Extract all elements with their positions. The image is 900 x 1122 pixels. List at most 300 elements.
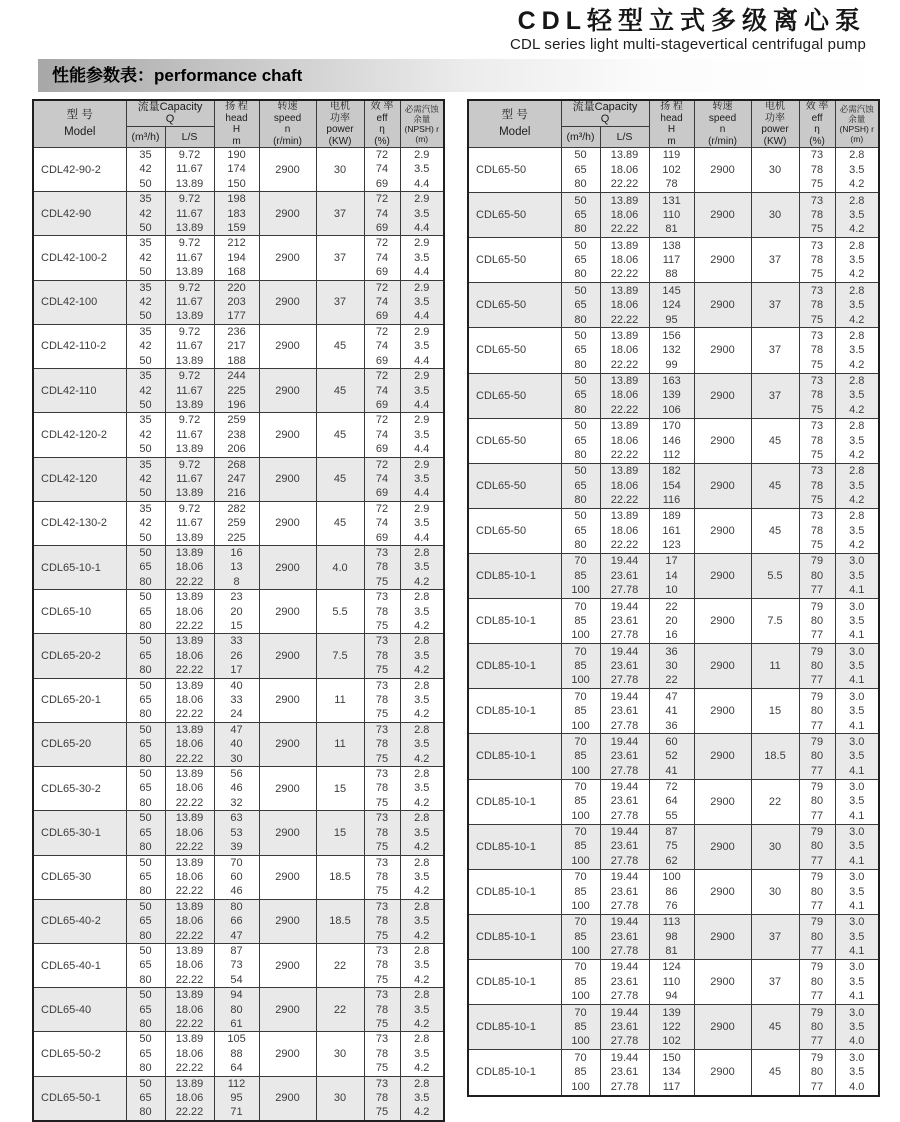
- cell-line: 65: [574, 344, 587, 357]
- cell-line: 2.8: [414, 768, 430, 781]
- speed-cell: 2900: [694, 599, 751, 644]
- cell-line: 4.2: [414, 664, 430, 677]
- eff-cell: [799, 689, 835, 734]
- header-line: (KW): [763, 135, 787, 147]
- cell-line: 3.0: [849, 555, 865, 568]
- cell-line: 73: [375, 723, 389, 736]
- cell-line: 259: [227, 517, 246, 530]
- table-header-left: [33, 100, 444, 148]
- cell-line: 50: [139, 856, 152, 869]
- cell-line: 19.44: [610, 600, 639, 613]
- power-cell: 30: [316, 1032, 364, 1076]
- cell-line: 65: [574, 254, 587, 267]
- speed-cell: 2900: [259, 678, 316, 722]
- eff-cell: [799, 373, 835, 418]
- cell-line: 69: [375, 487, 389, 500]
- cell-line: 65: [139, 915, 152, 928]
- cell-line: 30: [230, 752, 243, 765]
- cell-line: 77: [810, 629, 824, 642]
- cell-line: 3.5: [414, 384, 430, 397]
- cell-line: 3.0: [849, 645, 865, 658]
- power-cell: 37: [751, 914, 799, 959]
- cell-line: 161: [662, 524, 681, 537]
- npsh-cell: [835, 148, 879, 193]
- cell-line: 3.0: [849, 871, 865, 884]
- cell-line: 23.61: [610, 975, 639, 988]
- cell-line: 27.78: [610, 764, 639, 777]
- cell-line: 19.44: [610, 871, 639, 884]
- cell-line: 13.89: [175, 900, 204, 913]
- cell-line: 11.67: [176, 251, 203, 264]
- cell-line: 19.44: [610, 735, 639, 748]
- cell-line: 138: [662, 239, 681, 252]
- npsh-cell: [400, 324, 444, 368]
- cell-line: 18.06: [610, 479, 639, 492]
- page-title-en: CDL series light multi-stagevertical centrifugal pump: [509, 36, 866, 53]
- cell-line: 4.2: [849, 178, 865, 191]
- eff-cell: [364, 899, 400, 943]
- cell-line: 13.89: [610, 329, 639, 342]
- cell-line: 80: [574, 403, 587, 416]
- cell-line: 35: [139, 370, 152, 383]
- speed-cell: 2900: [259, 457, 316, 501]
- cell-line: 225: [227, 531, 246, 544]
- cell-line: 33: [230, 694, 243, 707]
- cell-line: 80: [574, 539, 587, 552]
- cell-line: 52: [665, 750, 678, 763]
- table-row: [33, 722, 444, 766]
- col-header-capacity-ls: L/S: [600, 126, 649, 147]
- cell-line: 80: [139, 973, 152, 986]
- cell-line: 50: [574, 510, 587, 523]
- speed-cell: 2900: [694, 869, 751, 914]
- cell-line: 80: [230, 1003, 243, 1016]
- cell-line: 42: [139, 296, 152, 309]
- flow-cell: [126, 811, 165, 855]
- cell-line: 3.5: [414, 738, 430, 751]
- eff-cell: [799, 328, 835, 373]
- cell-line: 73: [375, 679, 389, 692]
- head-cell: [649, 1005, 694, 1050]
- cell-line: 13.89: [610, 420, 639, 433]
- cell-line: 79: [810, 1051, 824, 1064]
- cell-line: 73: [375, 1077, 389, 1090]
- cell-line: 95: [230, 1092, 243, 1104]
- eff-cell: [364, 236, 400, 280]
- cell-line: 22.22: [610, 268, 639, 281]
- table-row: [468, 599, 879, 644]
- npsh-cell: [400, 943, 444, 987]
- cell-line: 2.8: [414, 989, 430, 1002]
- cell-line: 238: [227, 428, 246, 441]
- power-cell: 37: [316, 280, 364, 324]
- cell-line: 73: [375, 768, 389, 781]
- cell-line: 3.0: [849, 600, 865, 613]
- speed-cell: 2900: [694, 1005, 751, 1050]
- header-line: 流量Capacity: [572, 101, 638, 114]
- eff-cell: [364, 148, 400, 192]
- cell-line: 87: [230, 944, 243, 957]
- model-cell: CDL85-10-1: [468, 553, 561, 598]
- cell-line: 65: [574, 163, 587, 176]
- head-cell: [649, 148, 694, 193]
- table-row: [468, 644, 879, 689]
- cell-line: 4.2: [414, 796, 430, 809]
- ls-cell: [165, 1032, 214, 1076]
- cell-line: 80: [574, 313, 587, 326]
- header-line: m: [232, 135, 241, 147]
- cell-line: 4.2: [414, 929, 430, 942]
- cell-line: 22.22: [175, 620, 204, 632]
- page-title-zh: CDL轻型立式多级离心泵: [517, 7, 866, 35]
- head-cell: [649, 508, 694, 553]
- cell-line: 9.72: [178, 149, 201, 161]
- header-line: 效 率: [805, 101, 829, 112]
- cell-line: 259: [227, 414, 246, 427]
- model-cell: CDL65-10: [33, 590, 126, 634]
- speed-cell: 2900: [694, 238, 751, 283]
- model-cell: CDL85-10-1: [468, 1005, 561, 1050]
- header-line: 必需汽蚀: [404, 104, 439, 114]
- cell-line: 73: [810, 284, 824, 297]
- speed-cell: 2900: [259, 236, 316, 280]
- cell-line: 174: [227, 163, 246, 176]
- flow-cell: [126, 236, 165, 280]
- cell-line: 30: [665, 660, 678, 673]
- cell-line: 112: [227, 1077, 246, 1090]
- cell-line: 74: [375, 384, 389, 397]
- ls-cell: [600, 644, 649, 689]
- cell-line: 189: [662, 510, 681, 523]
- npsh-cell: [835, 373, 879, 418]
- ls-cell: [600, 148, 649, 193]
- cell-line: 63: [230, 812, 243, 825]
- cell-line: 85: [574, 614, 587, 627]
- header-line: 必需汽蚀: [839, 104, 874, 114]
- eff-cell: [799, 418, 835, 463]
- cell-line: 3.5: [414, 340, 430, 353]
- speed-cell: 2900: [694, 148, 751, 193]
- header-line: (r/min): [273, 135, 302, 147]
- cell-line: 17: [665, 555, 678, 568]
- cell-line: 4.4: [414, 531, 430, 544]
- flow-cell: [126, 369, 165, 413]
- power-cell: 15: [751, 689, 799, 734]
- power-cell: 18.5: [316, 899, 364, 943]
- header-line: head: [225, 112, 248, 124]
- cell-line: 18.06: [175, 1003, 204, 1016]
- cell-line: 35: [139, 502, 152, 515]
- cell-line: 18.06: [175, 561, 204, 574]
- header-line: 功率: [765, 112, 786, 124]
- model-cell: CDL65-50: [468, 463, 561, 508]
- eff-cell: [364, 280, 400, 324]
- section-header-label: 性能参数表：performance chaft: [52, 66, 303, 85]
- cell-line: 50: [139, 591, 152, 604]
- model-cell: CDL42-120: [33, 457, 126, 501]
- power-cell: 15: [316, 767, 364, 811]
- power-cell: 11: [751, 644, 799, 689]
- cell-line: 75: [375, 575, 389, 588]
- cell-line: 80: [574, 448, 587, 461]
- page-header: [0, 0, 900, 54]
- header-line: (KW): [328, 135, 352, 147]
- cell-line: 79: [810, 600, 824, 613]
- cell-line: 124: [662, 299, 681, 312]
- npsh-cell: [400, 722, 444, 766]
- cell-line: 65: [139, 959, 152, 972]
- cell-line: 78: [375, 782, 389, 795]
- cell-line: 78: [375, 959, 389, 972]
- eff-cell: [364, 943, 400, 987]
- cell-line: 3.5: [849, 705, 865, 718]
- cell-line: 3.5: [414, 605, 430, 618]
- ls-cell: [165, 1076, 214, 1121]
- eff-cell: [799, 869, 835, 914]
- cell-line: 13.89: [175, 635, 204, 648]
- cell-line: 113: [662, 916, 681, 929]
- model-cell: CDL65-20-2: [33, 634, 126, 678]
- model-cell: CDL42-110-2: [33, 324, 126, 368]
- header-line: eff: [811, 112, 823, 124]
- head-cell: [214, 811, 259, 855]
- ls-cell: [165, 634, 214, 678]
- head-cell: [214, 988, 259, 1032]
- cell-line: 75: [810, 178, 824, 191]
- model-cell: CDL65-30-2: [33, 767, 126, 811]
- cell-line: 65: [139, 1003, 152, 1016]
- eff-cell: [799, 734, 835, 779]
- table-row: [33, 855, 444, 899]
- col-header-speed: [694, 100, 751, 148]
- cell-line: 78: [375, 915, 389, 928]
- cell-line: 4.2: [849, 539, 865, 552]
- cell-line: 71: [230, 1106, 243, 1119]
- model-cell: CDL65-30: [33, 855, 126, 899]
- model-cell: CDL42-90: [33, 192, 126, 236]
- ls-cell: [165, 545, 214, 589]
- cell-line: 70: [574, 1051, 587, 1064]
- cell-line: 73: [375, 989, 389, 1002]
- cell-line: 77: [810, 1035, 824, 1048]
- cell-line: 35: [139, 237, 152, 250]
- cell-line: 3.5: [414, 207, 430, 220]
- cell-line: 3.5: [414, 694, 430, 707]
- cell-line: 11.67: [176, 472, 203, 485]
- cell-line: 22.22: [175, 1062, 204, 1075]
- npsh-cell: [835, 689, 879, 734]
- col-header-head: [214, 100, 259, 148]
- cell-line: 50: [139, 1077, 152, 1090]
- cell-line: 4.4: [414, 354, 430, 367]
- cell-line: 4.4: [414, 443, 430, 456]
- cell-line: 4.4: [414, 310, 430, 323]
- cell-line: 88: [230, 1047, 243, 1060]
- header-line: 电机: [765, 101, 786, 112]
- cell-line: 65: [139, 605, 152, 618]
- header-line: 效 率: [370, 101, 394, 112]
- cell-line: 69: [375, 443, 389, 456]
- cell-line: 3.5: [414, 517, 430, 530]
- flow-cell: [561, 463, 600, 508]
- col-header-eff: [799, 100, 835, 148]
- table-row: [33, 899, 444, 943]
- cell-line: 4.4: [414, 398, 430, 411]
- cell-line: 78: [375, 1003, 389, 1016]
- cell-line: 75: [375, 796, 389, 809]
- flow-cell: [561, 1050, 600, 1096]
- cell-line: 3.5: [849, 795, 865, 808]
- power-cell: 45: [751, 463, 799, 508]
- cell-line: 50: [139, 768, 152, 781]
- header-line: Model: [499, 126, 531, 138]
- cell-line: 73: [375, 856, 389, 869]
- model-cell: CDL65-30-1: [33, 811, 126, 855]
- npsh-cell: [835, 463, 879, 508]
- eff-cell: [799, 599, 835, 644]
- speed-cell: 2900: [259, 634, 316, 678]
- flow-cell: [126, 634, 165, 678]
- model-cell: CDL85-10-1: [468, 824, 561, 869]
- head-cell: [214, 413, 259, 457]
- cell-line: 27.78: [610, 945, 639, 958]
- cell-line: 11.67: [176, 207, 203, 220]
- header-line: (r/min): [708, 135, 737, 147]
- eff-cell: [799, 463, 835, 508]
- ls-cell: [600, 779, 649, 824]
- cell-line: 18.06: [610, 163, 639, 176]
- eff-cell: [364, 1032, 400, 1076]
- flow-cell: [561, 418, 600, 463]
- speed-cell: 2900: [259, 899, 316, 943]
- col-header-model: [33, 100, 126, 148]
- cell-line: 77: [810, 809, 824, 822]
- eff-cell: [799, 1005, 835, 1050]
- cell-line: 3.5: [414, 428, 430, 441]
- power-cell: 45: [751, 418, 799, 463]
- cell-line: 19.44: [610, 1006, 639, 1019]
- head-cell: [649, 328, 694, 373]
- cell-line: 50: [139, 310, 152, 323]
- table-row: [468, 283, 879, 328]
- cell-line: 22.22: [175, 664, 204, 677]
- cell-line: 35: [139, 149, 152, 161]
- eff-cell: [364, 634, 400, 678]
- cell-line: 3.5: [849, 254, 865, 267]
- flow-cell: [561, 328, 600, 373]
- cell-line: 79: [810, 555, 824, 568]
- npsh-cell: [835, 914, 879, 959]
- speed-cell: 2900: [259, 590, 316, 634]
- cell-line: 50: [574, 284, 587, 297]
- flow-cell: [126, 324, 165, 368]
- speed-cell: 2900: [259, 192, 316, 236]
- cell-line: 73: [810, 194, 824, 207]
- cell-line: 3.5: [849, 163, 865, 176]
- cell-line: 100: [571, 764, 590, 777]
- cell-line: 78: [810, 479, 824, 492]
- cell-line: 80: [810, 840, 824, 853]
- flow-cell: [561, 193, 600, 238]
- cell-line: 23.61: [610, 569, 639, 582]
- cell-line: 217: [227, 340, 246, 353]
- cell-line: 78: [375, 1047, 389, 1060]
- cell-line: 2.8: [849, 149, 865, 162]
- ls-cell: [600, 508, 649, 553]
- cell-line: 22.22: [610, 403, 639, 416]
- cell-line: 212: [227, 237, 246, 250]
- cell-line: 2.9: [414, 149, 430, 161]
- cell-line: 124: [662, 961, 681, 974]
- cell-line: 13.89: [175, 487, 204, 500]
- npsh-cell: [400, 545, 444, 589]
- cell-line: 13.89: [610, 194, 639, 207]
- cell-line: 4.4: [414, 487, 430, 500]
- spec-table-left: [32, 99, 445, 1122]
- cell-line: 13.89: [175, 443, 204, 456]
- cell-line: 79: [810, 645, 824, 658]
- cell-line: 3.5: [849, 344, 865, 357]
- table-row: [33, 148, 444, 192]
- cell-line: 27.78: [610, 990, 639, 1003]
- cell-line: 33: [230, 635, 243, 648]
- model-cell: CDL65-50: [468, 508, 561, 553]
- npsh-cell: [835, 599, 879, 644]
- flow-cell: [561, 599, 600, 644]
- npsh-cell: [835, 1005, 879, 1050]
- ls-cell: [600, 824, 649, 869]
- power-cell: 4.0: [316, 545, 364, 589]
- cell-line: 156: [662, 329, 681, 342]
- cell-line: 70: [574, 600, 587, 613]
- cell-line: 72: [375, 414, 389, 427]
- model-cell: CDL42-130-2: [33, 501, 126, 545]
- col-header-capacity: [561, 100, 649, 126]
- cell-line: 2.8: [414, 723, 430, 736]
- cell-line: 50: [139, 944, 152, 957]
- head-cell: [214, 634, 259, 678]
- flow-cell: [126, 1076, 165, 1121]
- cell-line: 150: [227, 177, 246, 190]
- col-header-capacity-ls: L/S: [165, 126, 214, 147]
- cell-line: 100: [571, 1035, 590, 1048]
- table-row: [468, 373, 879, 418]
- cell-line: 80: [810, 795, 824, 808]
- cell-line: 79: [810, 961, 824, 974]
- head-cell: [649, 914, 694, 959]
- model-cell: CDL65-50: [468, 148, 561, 193]
- cell-line: 4.2: [414, 885, 430, 898]
- cell-line: 65: [139, 561, 152, 574]
- power-cell: 11: [316, 722, 364, 766]
- ls-cell: [165, 943, 214, 987]
- npsh-cell: [835, 328, 879, 373]
- cell-line: 46: [230, 782, 243, 795]
- npsh-cell: [835, 824, 879, 869]
- cell-line: 79: [810, 871, 824, 884]
- cell-line: 3.5: [849, 614, 865, 627]
- model-cell: CDL85-10-1: [468, 734, 561, 779]
- cell-line: 65: [139, 870, 152, 883]
- cell-line: 4.1: [849, 854, 865, 867]
- cell-line: 282: [227, 502, 246, 515]
- cell-line: 73: [810, 239, 824, 252]
- cell-line: 88: [665, 268, 678, 281]
- cell-line: 50: [139, 546, 152, 559]
- table-row: [468, 914, 879, 959]
- cell-line: 78: [375, 561, 389, 574]
- table-row: [33, 634, 444, 678]
